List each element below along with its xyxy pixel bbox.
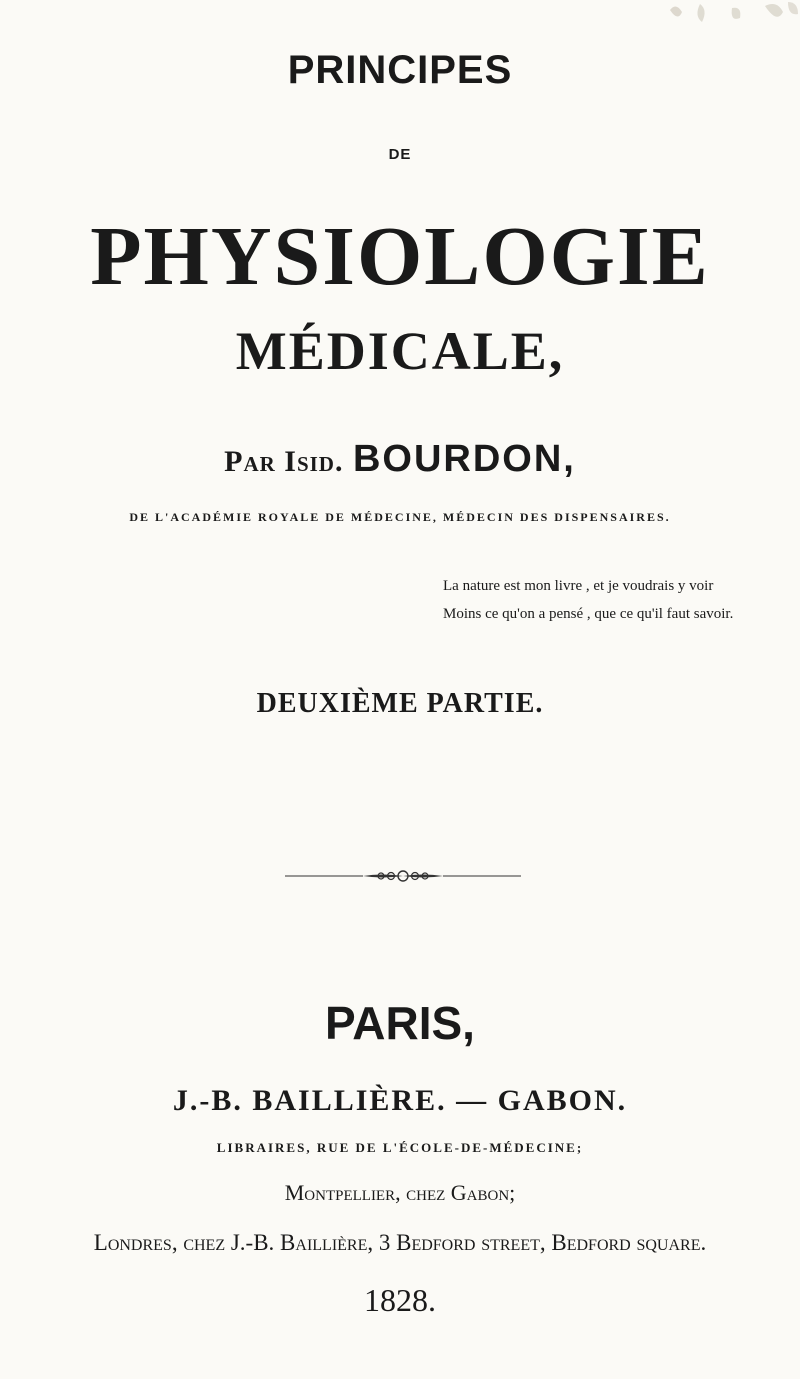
author-affiliation: DE L'ACADÉMIE ROYALE DE MÉDECINE, MÉDECIN DES DISPENSAIRES. bbox=[129, 510, 671, 524]
imprint-londres: Londres, chez J.-B. Baillière, 3 Bedford street, Bedford square. bbox=[93, 1230, 707, 1255]
author-name: BOURDON, bbox=[352, 438, 576, 480]
imprint-year: 1828. bbox=[364, 1282, 436, 1318]
author-line bbox=[0, 437, 800, 481]
title-principes: PRINCIPES bbox=[287, 48, 513, 92]
title-de: DE bbox=[388, 146, 412, 163]
author-prefix: Par Isid. bbox=[224, 445, 344, 478]
imprint-publisher: J.-B. BAILLIÈRE. — GABON. bbox=[172, 1084, 628, 1117]
epigraph bbox=[443, 572, 733, 628]
epigraph-line: Moins ce qu'on a pensé , que ce qu'il faut savoir. bbox=[443, 606, 734, 622]
imprint-address: LIBRAIRES, RUE DE L'ÉCOLE-DE-MÉDECINE; bbox=[216, 1140, 584, 1155]
epigraph-line: La nature est mon livre , et je voudrais y voir bbox=[443, 578, 714, 594]
page-corner-stain bbox=[600, 0, 800, 36]
imprint-city: PARIS, bbox=[325, 997, 475, 1049]
title-physiologie: PHYSIOLOGIE bbox=[90, 210, 710, 303]
imprint-montpellier: Montpellier, chez Gabon; bbox=[284, 1180, 516, 1205]
title-medicale: MÉDICALE, bbox=[235, 321, 565, 381]
ornamental-rule-icon bbox=[283, 866, 523, 886]
part-heading: DEUXIÈME PARTIE. bbox=[256, 688, 544, 719]
